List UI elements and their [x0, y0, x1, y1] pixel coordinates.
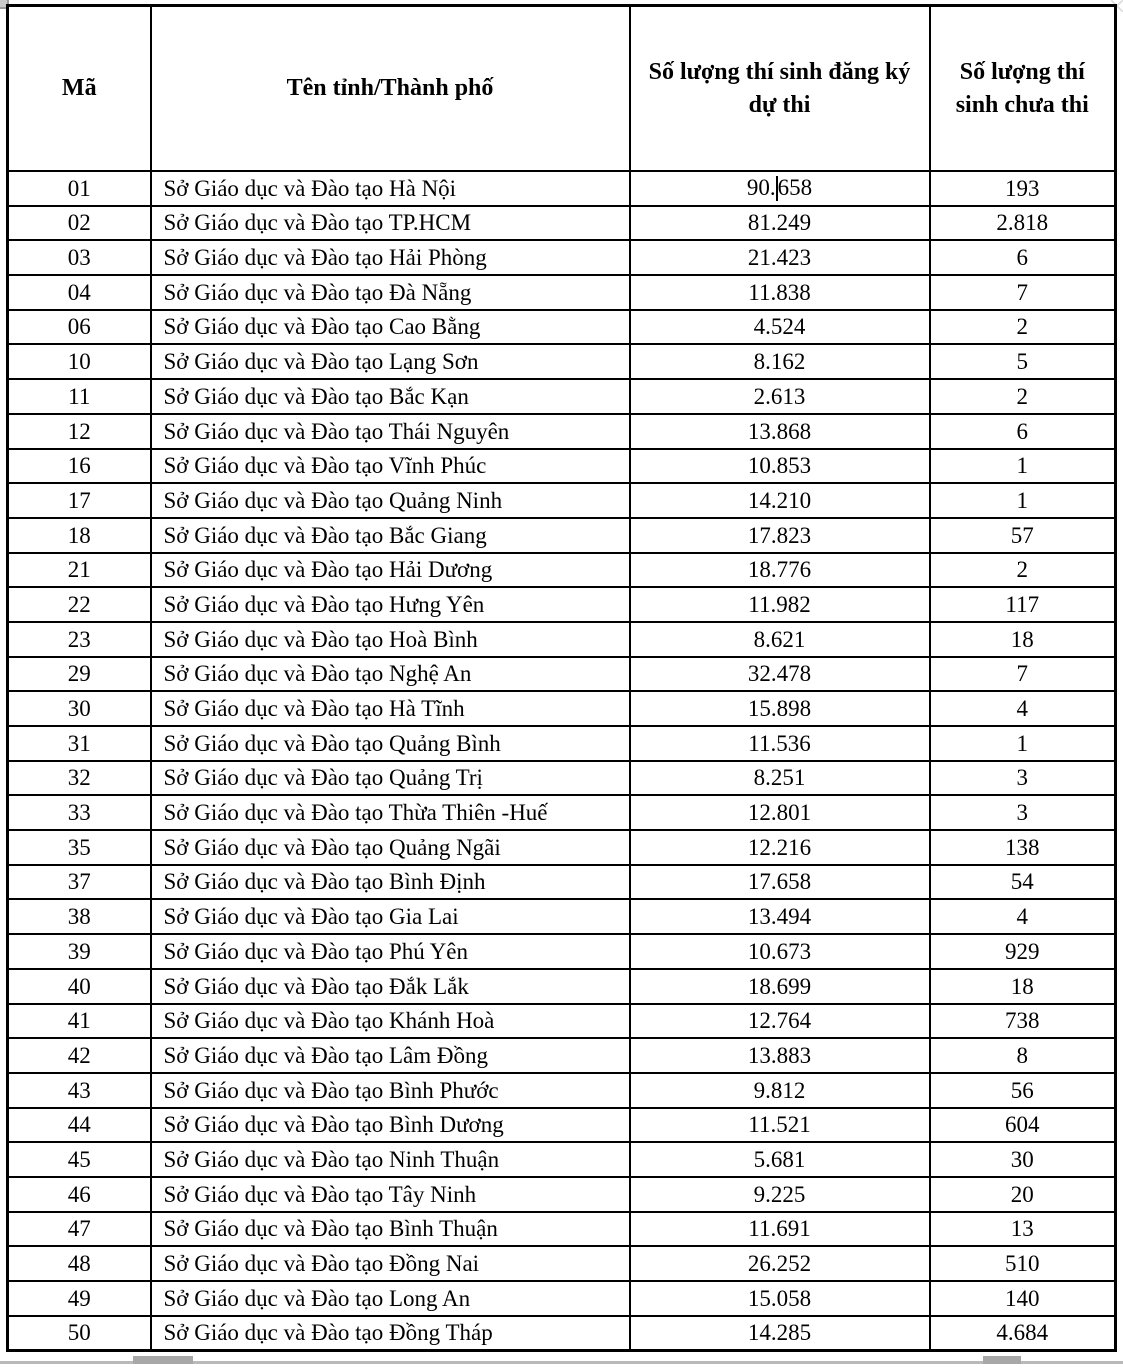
cell-pending-count[interactable]: 3	[930, 761, 1116, 796]
cell-registered-count[interactable]: 8.621	[630, 622, 930, 657]
table-row	[8, 1281, 1116, 1316]
cell-province-code[interactable]: 03	[8, 240, 151, 275]
header-row	[8, 6, 1116, 172]
cell-province-code[interactable]: 42	[8, 1038, 151, 1073]
table-continuation-stub-right	[983, 1356, 1021, 1364]
cell-pending-count[interactable]: 7	[930, 275, 1116, 310]
cell-province-code[interactable]: 44	[8, 1108, 151, 1143]
cell-registered-count[interactable]: 11.838	[630, 275, 930, 310]
table-row	[8, 1316, 1116, 1351]
cell-registered-count[interactable]: 26.252	[630, 1246, 930, 1281]
cell-pending-count[interactable]: 20	[930, 1177, 1116, 1212]
cell-province-name[interactable]: Sở Giáo dục và Đào tạo Nghệ An	[151, 657, 630, 692]
cell-province-name[interactable]: Sở Giáo dục và Đào tạo Lạng Sơn	[151, 344, 630, 379]
cell-pending-count[interactable]: 56	[930, 1073, 1116, 1108]
cell-pending-count[interactable]: 2	[930, 379, 1116, 414]
table-row	[8, 483, 1116, 518]
cell-pending-count[interactable]: 18	[930, 622, 1116, 657]
cell-registered-count[interactable]: 12.801	[630, 795, 930, 830]
cell-pending-count[interactable]: 18	[930, 969, 1116, 1004]
cell-registered-count[interactable]: 13.494	[630, 899, 930, 934]
cell-pending-count[interactable]: 8	[930, 1038, 1116, 1073]
table-row	[8, 206, 1116, 241]
cell-registered-count[interactable]: 18.776	[630, 553, 930, 588]
cell-province-code[interactable]: 16	[8, 449, 151, 484]
cell-registered-count[interactable]: 32.478	[630, 657, 930, 692]
cell-registered-count[interactable]: 8.162	[630, 344, 930, 379]
cell-province-code[interactable]: 21	[8, 553, 151, 588]
cell-province-name[interactable]: Sở Giáo dục và Đào tạo Hà Tĩnh	[151, 691, 630, 726]
cell-province-name[interactable]: Sở Giáo dục và Đào tạo Đà Nẵng	[151, 275, 630, 310]
cell-pending-count[interactable]: 57	[930, 518, 1116, 553]
cell-province-name[interactable]: Sở Giáo dục và Đào tạo Bình Thuận	[151, 1212, 630, 1247]
table-row	[8, 1004, 1116, 1039]
cell-province-name[interactable]: Sở Giáo dục và Đào tạo Vĩnh Phúc	[151, 449, 630, 484]
cell-province-code[interactable]: 04	[8, 275, 151, 310]
column-header-registered[interactable]: Số lượng thí sinh đăng ký dự thi	[630, 6, 930, 172]
cell-registered-count[interactable]: 18.699	[630, 969, 930, 1004]
cell-province-code[interactable]: 49	[8, 1281, 151, 1316]
cell-registered-count[interactable]: 81.249	[630, 206, 930, 241]
table-row	[8, 726, 1116, 761]
table-row	[8, 1246, 1116, 1281]
cell-province-code[interactable]: 45	[8, 1142, 151, 1177]
cell-pending-count[interactable]: 117	[930, 587, 1116, 622]
cell-pending-count[interactable]: 1	[930, 483, 1116, 518]
cell-pending-count[interactable]: 4	[930, 691, 1116, 726]
cell-province-code[interactable]: 40	[8, 969, 151, 1004]
cell-pending-count[interactable]: 738	[930, 1004, 1116, 1039]
cell-registered-count[interactable]: 9.225	[630, 1177, 930, 1212]
table-row	[8, 518, 1116, 553]
table-row	[8, 1177, 1116, 1212]
cell-province-name[interactable]: Sở Giáo dục và Đào tạo Đồng Tháp	[151, 1316, 630, 1351]
table-row	[8, 969, 1116, 1004]
cell-province-name[interactable]: Sở Giáo dục và Đào tạo Đồng Nai	[151, 1246, 630, 1281]
cell-province-code[interactable]: 39	[8, 934, 151, 969]
table-continuation-stub-left	[133, 1356, 193, 1364]
cell-pending-count[interactable]: 30	[930, 1142, 1116, 1177]
cell-province-name[interactable]: Sở Giáo dục và Đào tạo Bắc Giang	[151, 518, 630, 553]
cell-province-code[interactable]: 47	[8, 1212, 151, 1247]
cell-province-code[interactable]: 46	[8, 1177, 151, 1212]
cell-province-code[interactable]: 31	[8, 726, 151, 761]
table-row	[8, 1142, 1116, 1177]
cell-registered-count[interactable]	[630, 171, 930, 206]
cell-pending-count[interactable]: 3	[930, 795, 1116, 830]
cell-province-name[interactable]: Sở Giáo dục và Đào tạo Gia Lai	[151, 899, 630, 934]
column-header-pending[interactable]: Số lượng thí sinh chưa thi	[930, 6, 1116, 172]
cell-province-name[interactable]: Sở Giáo dục và Đào tạo Bình Dương	[151, 1108, 630, 1143]
cell-registered-count[interactable]: 5.681	[630, 1142, 930, 1177]
cell-registered-count[interactable]: 12.764	[630, 1004, 930, 1039]
table-row	[8, 865, 1116, 900]
cell-pending-count[interactable]: 54	[930, 865, 1116, 900]
cell-province-code[interactable]: 33	[8, 795, 151, 830]
cell-registered-count[interactable]: 2.613	[630, 379, 930, 414]
cell-province-name[interactable]: Sở Giáo dục và Đào tạo Bắc Kạn	[151, 379, 630, 414]
table-row	[8, 553, 1116, 588]
table-row	[8, 830, 1116, 865]
cell-province-code[interactable]: 38	[8, 899, 151, 934]
table-row	[8, 379, 1116, 414]
cell-province-name[interactable]: Sở Giáo dục và Đào tạo Bình Định	[151, 865, 630, 900]
table-row	[8, 310, 1116, 345]
text-before-caret: 90.	[746, 175, 776, 201]
cell-province-name[interactable]: Sở Giáo dục và Đào tạo Hưng Yên	[151, 587, 630, 622]
cell-registered-count[interactable]: 4.524	[630, 310, 930, 345]
cell-registered-count[interactable]: 11.691	[630, 1212, 930, 1247]
cell-registered-count[interactable]: 17.823	[630, 518, 930, 553]
table-row	[8, 657, 1116, 692]
table-row	[8, 795, 1116, 830]
cell-province-code[interactable]: 01	[8, 171, 151, 206]
cell-pending-count[interactable]: 6	[930, 414, 1116, 449]
table-row	[8, 691, 1116, 726]
table-row	[8, 171, 1116, 206]
column-header-code[interactable]: Mã	[8, 6, 151, 172]
table-row	[8, 414, 1116, 449]
cell-province-code[interactable]: 22	[8, 587, 151, 622]
cell-registered-count[interactable]: 11.536	[630, 726, 930, 761]
cell-pending-count[interactable]: 5	[930, 344, 1116, 379]
cell-registered-count[interactable]: 21.423	[630, 240, 930, 275]
cell-pending-count[interactable]: 138	[930, 830, 1116, 865]
cell-pending-count[interactable]: 6	[930, 240, 1116, 275]
cell-province-name[interactable]: Sở Giáo dục và Đào tạo Khánh Hoà	[151, 1004, 630, 1039]
cell-registered-count[interactable]: 15.058	[630, 1281, 930, 1316]
cell-province-name[interactable]: Sở Giáo dục và Đào tạo Thừa Thiên -Huế	[151, 795, 630, 830]
table-row	[8, 1073, 1116, 1108]
table-row	[8, 622, 1116, 657]
cell-province-name[interactable]: Sở Giáo dục và Đào tạo Thái Nguyên	[151, 414, 630, 449]
cell-registered-count[interactable]: 14.285	[630, 1316, 930, 1351]
cell-pending-count[interactable]: 1	[930, 449, 1116, 484]
cell-province-code[interactable]: 50	[8, 1316, 151, 1351]
cell-province-code[interactable]: 11	[8, 379, 151, 414]
cell-pending-count[interactable]: 1	[930, 726, 1116, 761]
cell-province-code[interactable]: 32	[8, 761, 151, 796]
cell-registered-count[interactable]: 15.898	[630, 691, 930, 726]
table-row	[8, 1212, 1116, 1247]
cell-province-code[interactable]: 37	[8, 865, 151, 900]
cell-province-code[interactable]: 10	[8, 344, 151, 379]
cell-province-name[interactable]: Sở Giáo dục và Đào tạo Long An	[151, 1281, 630, 1316]
cell-pending-count[interactable]: 510	[930, 1246, 1116, 1281]
cell-pending-count[interactable]: 13	[930, 1212, 1116, 1247]
cell-province-code[interactable]: 12	[8, 414, 151, 449]
cell-registered-count[interactable]: 8.251	[630, 761, 930, 796]
cell-province-name[interactable]: Sở Giáo dục và Đào tạo Quảng Ngãi	[151, 830, 630, 865]
text-after-caret: 658	[777, 175, 813, 201]
cell-registered-count[interactable]: 12.216	[630, 830, 930, 865]
table-row	[8, 275, 1116, 310]
cell-province-code[interactable]: 18	[8, 518, 151, 553]
cell-province-code[interactable]: 06	[8, 310, 151, 345]
table-row	[8, 587, 1116, 622]
cell-registered-count[interactable]: 10.673	[630, 934, 930, 969]
cell-pending-count[interactable]: 7	[930, 657, 1116, 692]
cell-province-name[interactable]: Sở Giáo dục và Đào tạo Bình Phước	[151, 1073, 630, 1108]
cell-pending-count[interactable]: 929	[930, 934, 1116, 969]
cell-province-name[interactable]: Sở Giáo dục và Đào tạo Hà Nội	[151, 171, 630, 206]
cell-province-name[interactable]: Sở Giáo dục và Đào tạo Hoà Bình	[151, 622, 630, 657]
cell-province-name[interactable]: Sở Giáo dục và Đào tạo Tây Ninh	[151, 1177, 630, 1212]
cell-province-name[interactable]: Sở Giáo dục và Đào tạo Quảng Trị	[151, 761, 630, 796]
cell-province-name[interactable]: Sở Giáo dục và Đào tạo Cao Bằng	[151, 310, 630, 345]
cell-pending-count[interactable]: 140	[930, 1281, 1116, 1316]
cell-province-code[interactable]: 30	[8, 691, 151, 726]
cell-province-code[interactable]: 35	[8, 830, 151, 865]
cell-province-code[interactable]: 41	[8, 1004, 151, 1039]
cell-pending-count[interactable]: 2	[930, 310, 1116, 345]
cell-province-name[interactable]: Sở Giáo dục và Đào tạo Quảng Ninh	[151, 483, 630, 518]
cell-pending-count[interactable]: 2	[930, 553, 1116, 588]
table-row	[8, 934, 1116, 969]
cell-registered-count[interactable]: 17.658	[630, 865, 930, 900]
cell-province-code[interactable]: 29	[8, 657, 151, 692]
cell-registered-count[interactable]: 11.982	[630, 587, 930, 622]
cell-pending-count[interactable]: 4	[930, 899, 1116, 934]
table-row	[8, 344, 1116, 379]
cell-province-name[interactable]: Sở Giáo dục và Đào tạo Hải Dương	[151, 553, 630, 588]
cell-registered-count[interactable]: 10.853	[630, 449, 930, 484]
cell-registered-count[interactable]: 9.812	[630, 1073, 930, 1108]
table-body	[8, 171, 1116, 1351]
column-header-province[interactable]: Tên tỉnh/Thành phố	[151, 6, 630, 172]
table-row	[8, 1108, 1116, 1143]
cell-pending-count[interactable]: 193	[930, 171, 1116, 206]
cell-pending-count[interactable]: 2.818	[930, 206, 1116, 241]
cell-pending-count[interactable]: 4.684	[930, 1316, 1116, 1351]
cell-registered-count[interactable]: 14.210	[630, 483, 930, 518]
cell-province-name[interactable]: Sở Giáo dục và Đào tạo Hải Phòng	[151, 240, 630, 275]
cell-province-name[interactable]: Sở Giáo dục và Đào tạo Ninh Thuận	[151, 1142, 630, 1177]
table-row	[8, 240, 1116, 275]
cell-registered-count[interactable]: 11.521	[630, 1108, 930, 1143]
table-row	[8, 899, 1116, 934]
cell-province-code[interactable]: 23	[8, 622, 151, 657]
exam-statistics-table	[6, 4, 1117, 1352]
cell-province-code[interactable]: 43	[8, 1073, 151, 1108]
cell-registered-count[interactable]: 13.868	[630, 414, 930, 449]
cell-province-code[interactable]: 48	[8, 1246, 151, 1281]
cell-registered-count[interactable]: 13.883	[630, 1038, 930, 1073]
cell-pending-count[interactable]: 604	[930, 1108, 1116, 1143]
table-row	[8, 761, 1116, 796]
table-row	[8, 1038, 1116, 1073]
cell-province-code[interactable]: 02	[8, 206, 151, 241]
cell-province-code[interactable]: 17	[8, 483, 151, 518]
cell-province-name[interactable]: Sở Giáo dục và Đào tạo Quảng Bình	[151, 726, 630, 761]
cell-province-name[interactable]: Sở Giáo dục và Đào tạo Lâm Đồng	[151, 1038, 630, 1073]
table-row	[8, 449, 1116, 484]
cell-province-name[interactable]: Sở Giáo dục và Đào tạo TP.HCM	[151, 206, 630, 241]
cell-province-name[interactable]: Sở Giáo dục và Đào tạo Đắk Lắk	[151, 969, 630, 1004]
cell-province-name[interactable]: Sở Giáo dục và Đào tạo Phú Yên	[151, 934, 630, 969]
